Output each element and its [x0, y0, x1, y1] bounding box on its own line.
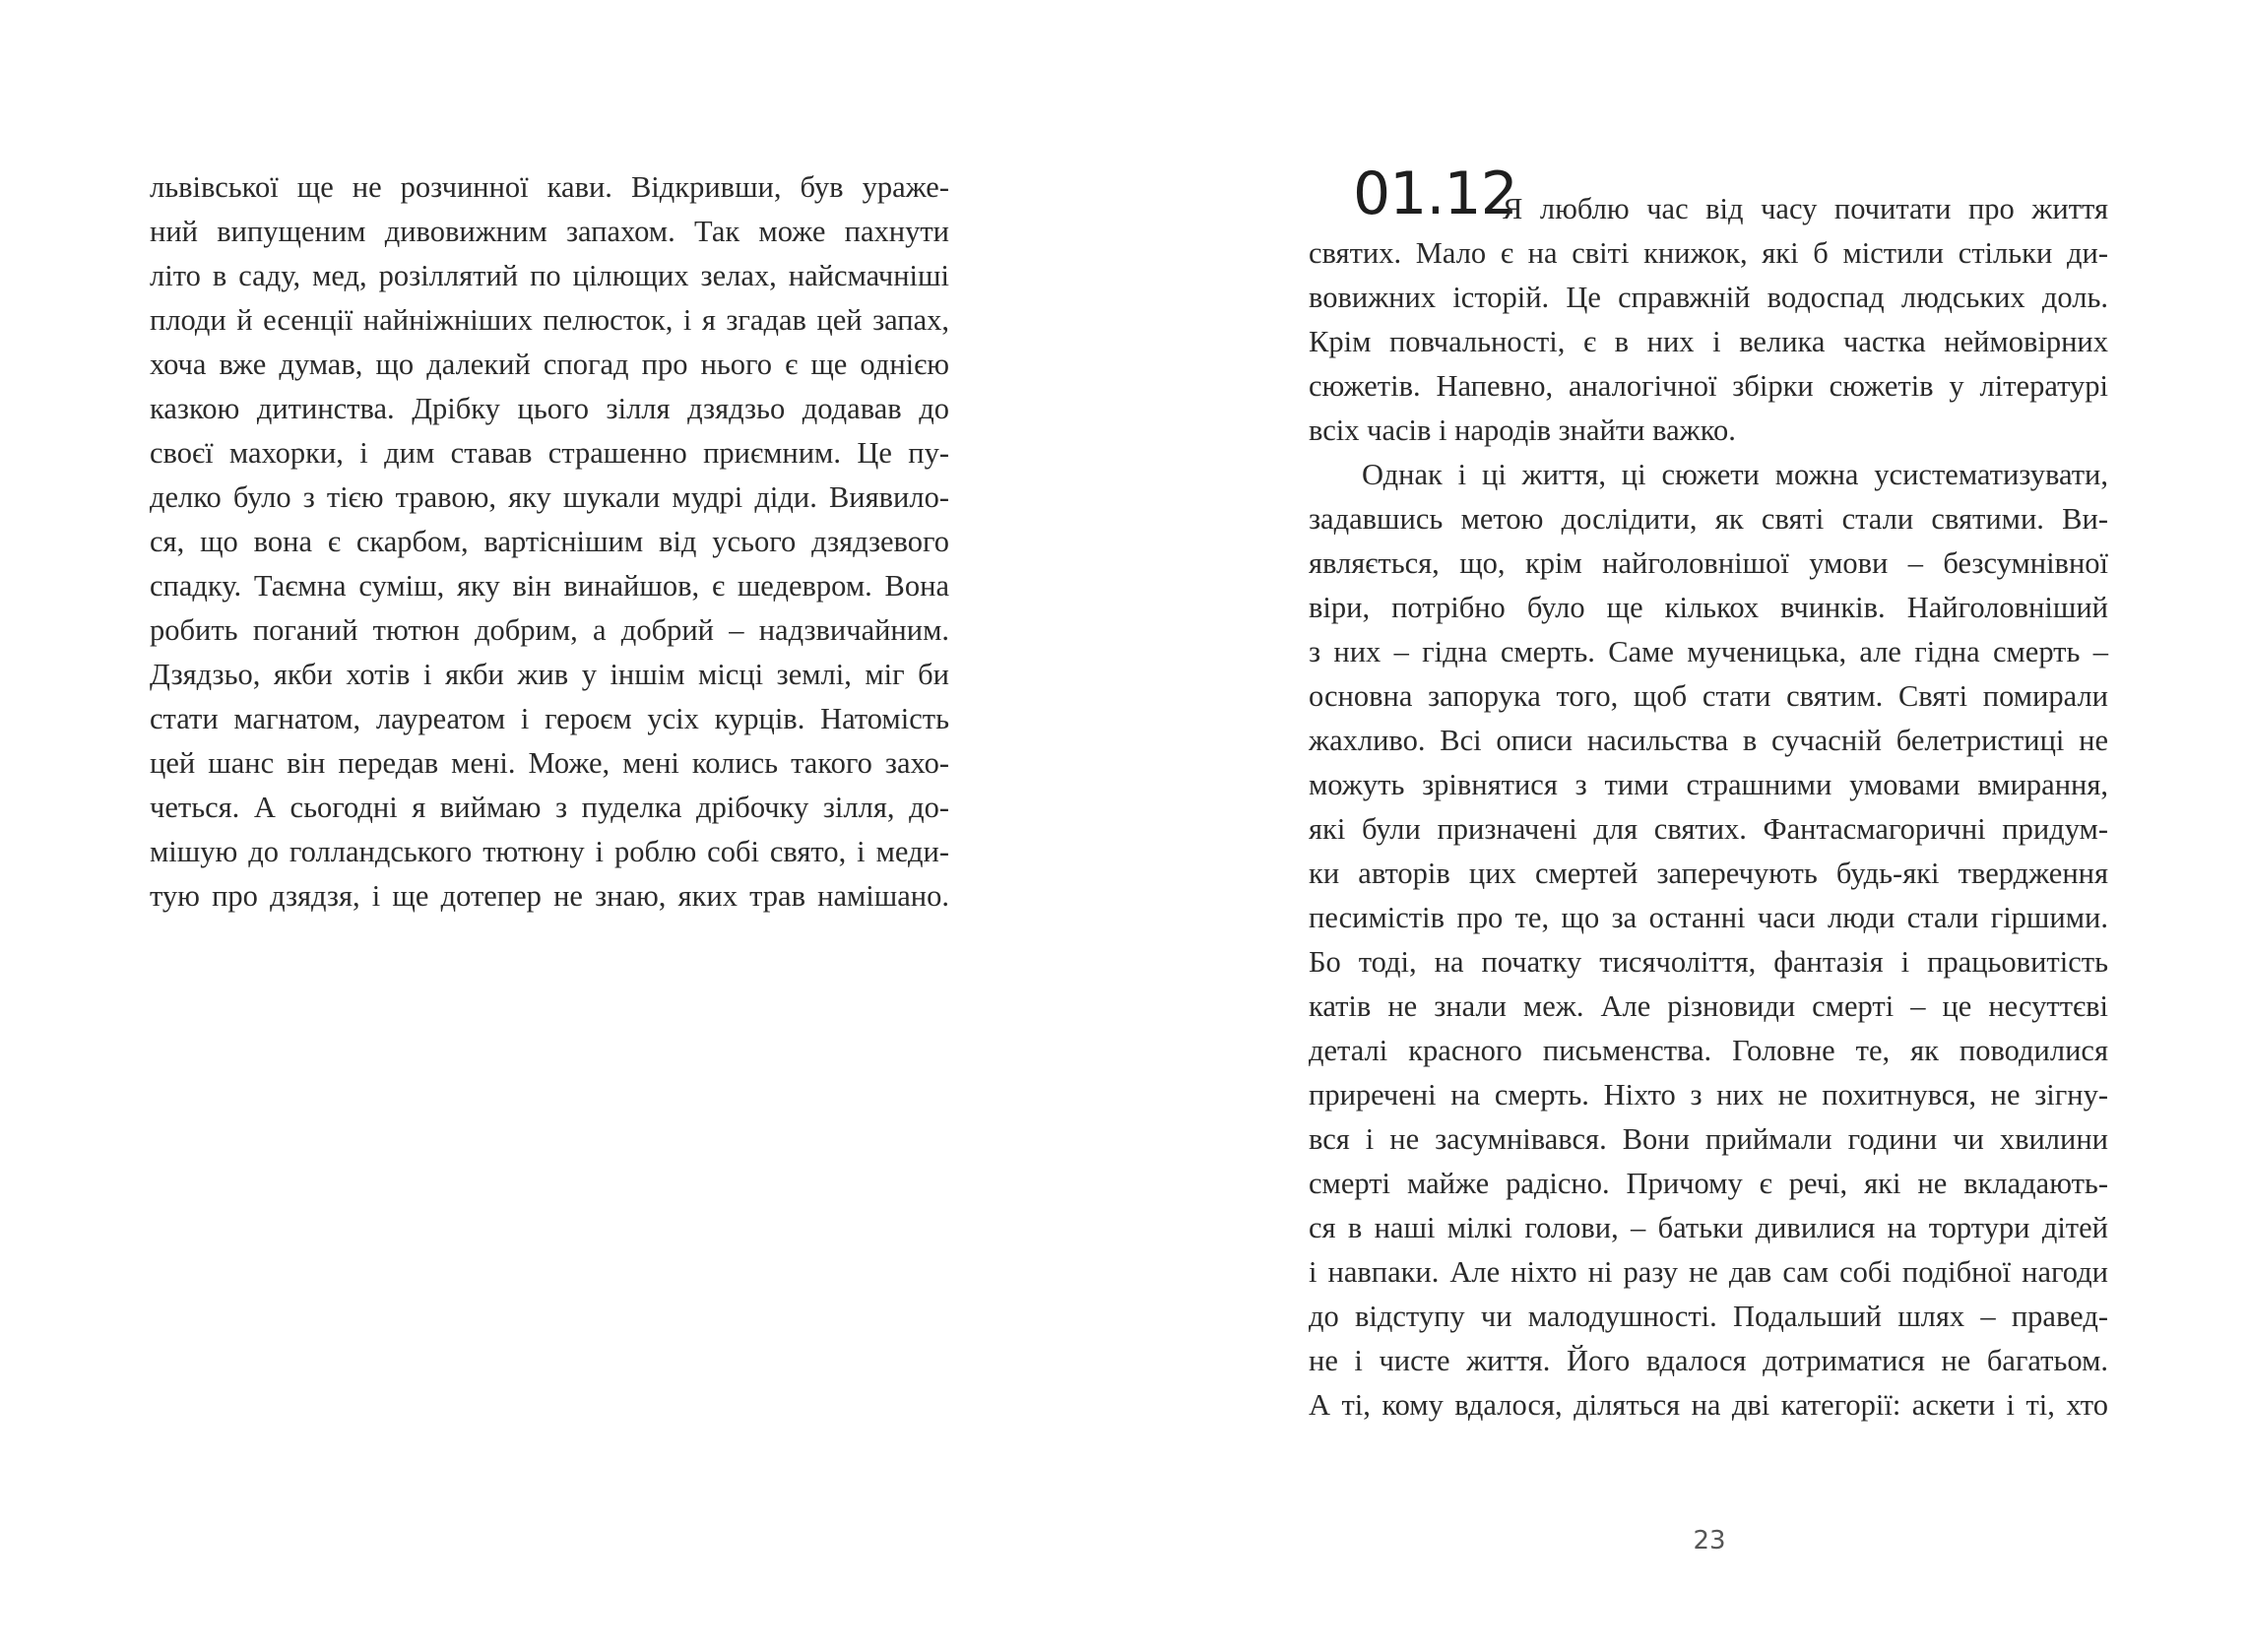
- text-line: казкою дитинства. Дрібку цього зілля дзядзьо додавав до: [150, 392, 949, 425]
- text-line: літо в саду, мед, розіллятий по цілющих зелах, найсмачніші: [150, 259, 949, 292]
- text-line: деталі красного письменства. Головне те, як поводилися: [1309, 1034, 2108, 1067]
- text-line: мішую до голландського тютюну і роблю собі свято, і меди-: [150, 835, 949, 868]
- text-line: являється, що, крім найголовнішої умови – безсумнівної: [1309, 546, 2108, 580]
- text-line: ний випущеним дивовижним запахом. Так може пахнути: [150, 215, 949, 248]
- text-line: львівської ще не розчинної кави. Відкривши, був ураже-: [150, 170, 949, 204]
- text-line: Крім повчальності, є в них і велика частка неймовірних: [1309, 325, 2108, 358]
- text-line: вся і не засумнівався. Вони приймали години чи хвилини: [1309, 1122, 2108, 1156]
- text-line: задавшись метою дослідити, як святі стали святими. Ви-: [1309, 502, 2108, 536]
- paragraph-start-line: Однак і ці життя, ці сюжети можна усистематизувати,: [1362, 458, 2108, 491]
- text-line: приречені на смерть. Ніхто з них не похитнувся, не зігну-: [1309, 1078, 2108, 1112]
- text-line: А ті, кому вдалося, діляться на дві категорії: аскети і ті, хто: [1309, 1388, 2108, 1422]
- text-line: не і чисте життя. Його вдалося дотриматися не багатьом.: [1309, 1344, 2108, 1377]
- text-line: можуть зрівнятися з тими страшними умовами вмирання,: [1309, 768, 2108, 801]
- text-line: хоча вже думав, що далекий спогад про нього є ще однією: [150, 348, 949, 381]
- text-line: спадку. Таємна суміш, яку він винайшов, є шедевром. Вона: [150, 569, 949, 603]
- text-line: Бо тоді, на початку тисячоліття, фантазія і працьовитість: [1309, 945, 2108, 979]
- text-line: всіх часів і народів знайти важко.: [1309, 413, 1736, 447]
- text-line: катів не знали меж. Але різновиди смерті – це несуттєві: [1309, 989, 2108, 1023]
- text-line: смерті майже радісно. Причому є речі, які не вкладають-: [1309, 1167, 2108, 1200]
- entry-date: 01.12: [1353, 159, 1517, 228]
- text-line: цей шанс він передав мені. Може, мені колись такого захо-: [150, 746, 949, 780]
- text-line: Дзядзьо, якби хотів і якби жив у іншім місці землі, міг би: [150, 658, 949, 691]
- text-line: жахливо. Всі описи насильства в сучасній белетристиці не: [1309, 724, 2108, 757]
- text-line-first: Я люблю час від часу почитати про життя: [1503, 192, 2108, 225]
- text-line: плоди й есенції найніжніших пелюсток, і я згадав цей запах,: [150, 303, 949, 337]
- text-line: робить поганий тютюн добрим, а добрий – надзвичайним.: [150, 613, 949, 647]
- text-line: песимістів про те, що за останні часи люди стали гіршими.: [1309, 901, 2108, 934]
- text-line: стати магнатом, лауреатом і героєм усіх курців. Натомість: [150, 702, 949, 735]
- text-line: ки авторів цих смертей заперечують будь-які твердження: [1309, 857, 2108, 890]
- page-number: 23: [1693, 1526, 1726, 1556]
- text-line: сюжетів. Напевно, аналогічної збірки сюжетів у літературі: [1309, 369, 2108, 403]
- text-line: делко було з тією травою, яку шукали мудрі діди. Виявило-: [150, 480, 949, 514]
- text-line: і навпаки. Але ніхто ні разу не дав сам собі подібної нагоди: [1309, 1255, 2108, 1289]
- text-line: тую про дзядзя, і ще дотепер не знаю, яких трав намішано.: [150, 879, 949, 913]
- text-line: основна запорука того, щоб стати святим. Святі помирали: [1309, 679, 2108, 713]
- text-line: ся в наші мілкі голови, – батьки дивилися на тортури дітей: [1309, 1211, 2108, 1244]
- text-line: з них – гідна смерть. Саме мученицька, але гідна смерть –: [1309, 635, 2108, 668]
- text-line: віри, потрібно було ще кількох вчинків. Найголовніший: [1309, 591, 2108, 624]
- text-line: четься. А сьогодні я виймаю з пуделка дрібочку зілля, до-: [150, 791, 949, 824]
- text-line: які були призначені для святих. Фантасмагоричні придум-: [1309, 812, 2108, 846]
- text-line: до відступу чи малодушності. Подальший шлях – правед-: [1309, 1300, 2108, 1333]
- text-line: своєї махорки, і дим ставав страшенно приємним. Це пу-: [150, 436, 949, 470]
- text-line: вовижних історій. Це справжній водоспад людських доль.: [1309, 281, 2108, 314]
- text-line: святих. Мало є на світі книжок, які б містили стільки ди-: [1309, 236, 2108, 270]
- text-line: ся, що вона є скарбом, вартіснішим від усього дзядзевого: [150, 525, 949, 558]
